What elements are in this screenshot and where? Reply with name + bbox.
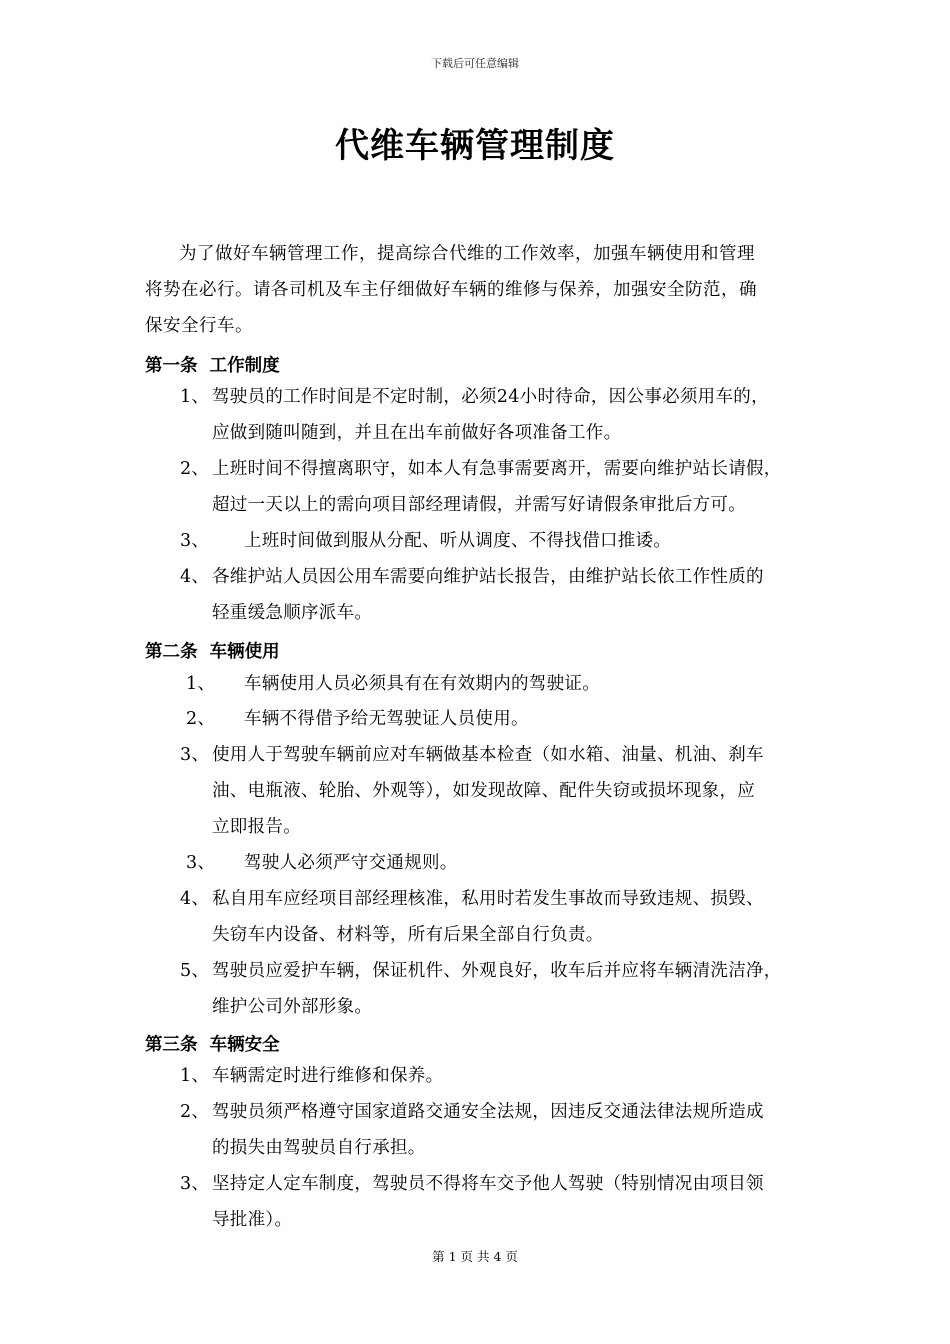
item-number: 1、 — [186, 674, 216, 694]
page-footer: 第 1 页 共 4 页 — [432, 1249, 518, 1264]
item-text: 驾驶人必须严守交通规则。 — [244, 853, 458, 873]
list-item — [186, 845, 826, 881]
list-item — [180, 953, 820, 1025]
item-text: 驾驶员应爱护车辆，保证机件、外观良好，收车后并应将车辆清洗洁净， — [212, 961, 782, 981]
item-text: 车辆需定时进行维修和保养。 — [212, 1066, 444, 1086]
item-number: 3、 — [180, 745, 210, 765]
list-item — [180, 1166, 820, 1238]
item-number: 1、 — [180, 1066, 210, 1086]
item-number: 2、 — [180, 459, 210, 479]
item-text: 车辆使用人员必须具有在有效期内的驾驶证。 — [244, 674, 600, 694]
item-text: 导批准）。 — [212, 1210, 293, 1230]
section-heading-work-rules: 第一条 工作制度 — [145, 356, 280, 376]
item-text: 失窃车内设备、材料等，所有后果全部自行负责。 — [212, 925, 604, 945]
item-number: 4、 — [180, 889, 210, 909]
intro-line: 保安全行车。 — [145, 316, 253, 336]
item-text: 使用人于驾驶车辆前应对车辆做基本检查（如水箱、油量、机油、刹车 — [212, 745, 764, 765]
item-number: 2、 — [186, 709, 216, 729]
list-item — [180, 523, 820, 559]
item-text: 应做到随叫随到，并且在出车前做好各项准备工作。 — [212, 423, 622, 443]
document-title: 代维车辆管理制度 — [335, 126, 615, 166]
list-item — [180, 559, 820, 631]
item-number: 3、 — [180, 1174, 210, 1194]
item-text: 车辆不得借予给无驾驶证人员使用。 — [244, 709, 529, 729]
item-number: 3、 — [180, 531, 210, 551]
item-text: 维护公司外部形象。 — [212, 997, 373, 1017]
item-text: 驾驶员的工作时间是不定时制，必须24小时待命，因公事必须用车的， — [212, 387, 769, 407]
item-text: 立即报告。 — [212, 817, 301, 837]
list-item — [180, 379, 820, 451]
item-text: 上班时间做到服从分配、听从调度、不得找借口推诿。 — [244, 531, 672, 551]
item-text: 油、电瓶液、轮胎、外观等），如发现故障、配件失窃或损坏现象，应 — [212, 781, 756, 801]
list-item — [186, 666, 826, 702]
item-text: 超过一天以上的需向项目部经理请假，并需写好请假条审批后方可。 — [212, 495, 746, 515]
item-text: 的损失由驾驶员自行承担。 — [212, 1138, 426, 1158]
item-text: 上班时间不得擅离职守，如本人有急事需要离开，需要向维护站长请假， — [212, 459, 782, 479]
item-number: 2、 — [180, 1102, 210, 1122]
list-item — [180, 1058, 820, 1094]
section-heading-vehicle-use: 第二条 车辆使用 — [145, 642, 280, 662]
list-item — [180, 1094, 820, 1166]
item-number: 1、 — [180, 387, 210, 407]
section-heading-vehicle-safety: 第三条 车辆安全 — [145, 1035, 280, 1055]
item-text: 驾驶员须严格遵守国家道路交通安全法规，因违反交通法律法规所造成 — [212, 1102, 764, 1122]
header-note: 下载后可任意编辑 — [431, 57, 519, 70]
item-number: 3、 — [186, 853, 216, 873]
item-text: 私自用车应经项目部经理核准，私用时若发生事故而导致违规、损毁、 — [212, 889, 764, 909]
list-item — [186, 701, 826, 737]
item-number: 5、 — [180, 961, 210, 981]
item-text: 坚持定人定车制度，驾驶员不得将车交予他人驾驶（特别情况由项目领 — [212, 1174, 764, 1194]
intro-paragraph — [145, 236, 805, 344]
intro-line: 为了做好车辆管理工作，提高综合代维的工作效率，加强车辆使用和管理 — [179, 244, 755, 264]
item-number: 4、 — [180, 567, 210, 587]
item-text: 轻重缓急顺序派车。 — [212, 603, 373, 623]
list-item — [180, 451, 820, 523]
list-item — [180, 881, 820, 953]
item-text: 各维护站人员因公用车需要向维护站长报告，由维护站长依工作性质的 — [212, 567, 764, 587]
list-item — [180, 737, 820, 845]
intro-line: 将势在必行。请各司机及车主仔细做好车辆的维修与保养，加强安全防范，确 — [145, 280, 757, 300]
